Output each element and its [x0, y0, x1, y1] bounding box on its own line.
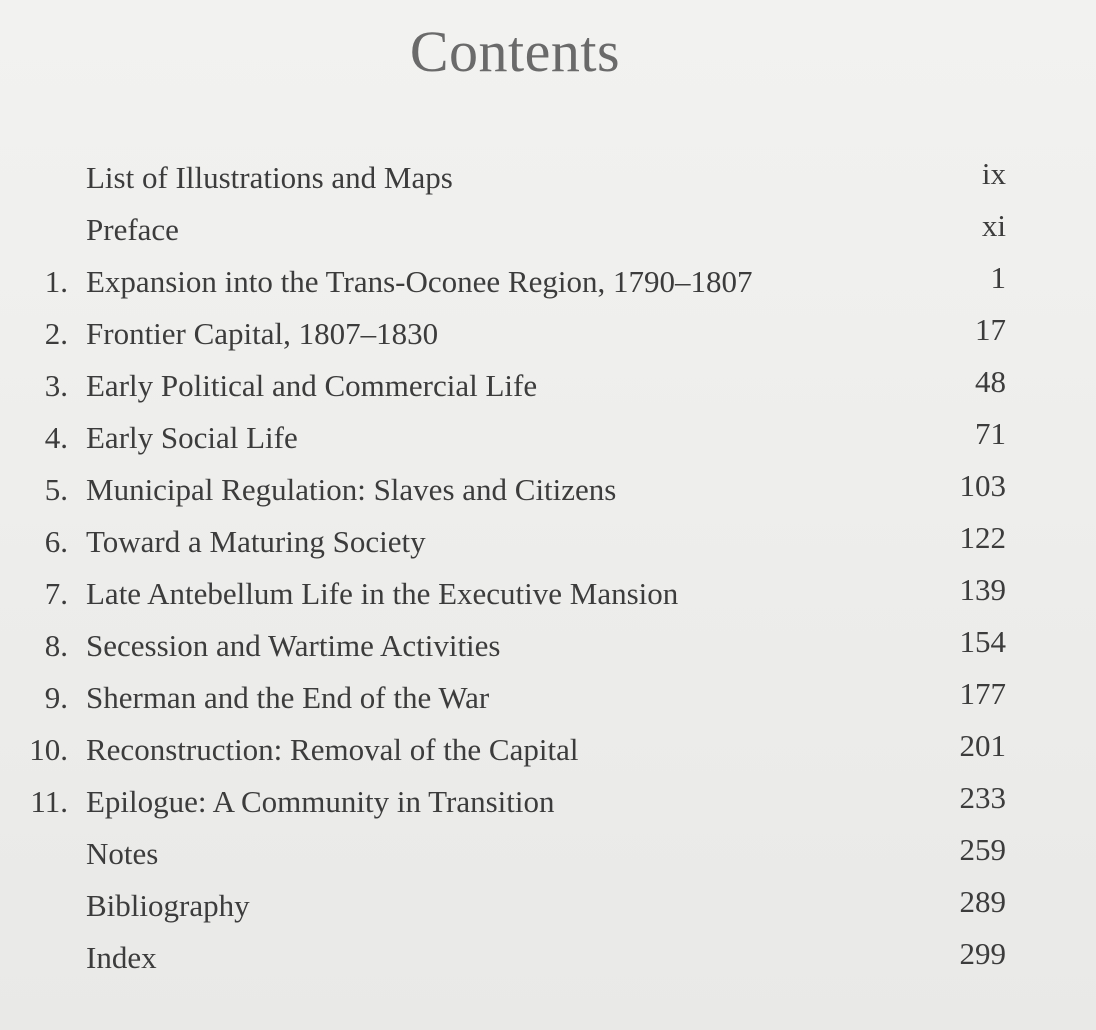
toc-entry — [0, 728, 1096, 784]
page-number: 299 — [959, 936, 1006, 971]
toc-entry — [0, 520, 1096, 576]
entry-title: Early Political and Commercial Life — [86, 368, 538, 403]
page-number: 139 — [959, 572, 1006, 607]
entry-title: Epilogue: A Community in Transition — [86, 784, 555, 819]
page-number: 154 — [959, 624, 1006, 659]
toc-entry — [0, 676, 1096, 732]
page-title: Contents — [409, 19, 621, 84]
chapter-number: 10. — [29, 732, 68, 767]
entry-title: Late Antebellum Life in the Executive Mansion — [86, 576, 679, 611]
entry-title: List of Illustrations and Maps — [86, 160, 453, 195]
toc-entry — [0, 156, 1096, 212]
toc-entry — [0, 936, 1096, 992]
page-number: 103 — [959, 468, 1006, 503]
table-of-contents — [0, 156, 1096, 992]
page-number: 122 — [959, 520, 1006, 555]
entry-title: Expansion into the Trans-Oconee Region, 1790–1807 — [86, 264, 753, 299]
page-number: 48 — [975, 364, 1006, 399]
page-number: xi — [981, 208, 1006, 243]
entry-title: Sherman and the End of the War — [86, 680, 490, 715]
chapter-number: 8. — [44, 628, 68, 663]
page-number: 201 — [959, 728, 1006, 763]
toc-entry — [0, 416, 1096, 472]
chapter-number: 6. — [44, 524, 68, 559]
page-number: ix — [981, 156, 1006, 191]
chapter-number: 3. — [44, 368, 68, 403]
entry-title: Bibliography — [86, 888, 250, 923]
entry-title: Reconstruction: Removal of the Capital — [86, 732, 579, 767]
toc-entry — [0, 780, 1096, 836]
page-number: 17 — [975, 312, 1006, 347]
entry-title: Preface — [86, 212, 179, 247]
toc-entry — [0, 364, 1096, 420]
page-number: 233 — [959, 780, 1006, 815]
entry-title: Frontier Capital, 1807–1830 — [86, 316, 439, 351]
page-number: 177 — [959, 676, 1006, 711]
entry-title: Secession and Wartime Activities — [86, 628, 501, 663]
chapter-number: 4. — [44, 420, 68, 455]
entry-title: Notes — [86, 836, 159, 871]
chapter-number: 11. — [30, 784, 68, 819]
chapter-number: 7. — [44, 576, 68, 611]
page-number: 259 — [959, 832, 1006, 867]
toc-entry — [0, 624, 1096, 680]
entry-title: Index — [86, 940, 157, 975]
chapter-number: 2. — [44, 316, 68, 351]
toc-entry — [0, 832, 1096, 888]
toc-entry — [0, 884, 1096, 940]
page-number: 289 — [959, 884, 1006, 919]
entry-title: Early Social Life — [86, 420, 298, 455]
entry-title: Municipal Regulation: Slaves and Citizens — [86, 472, 617, 507]
entry-title: Toward a Maturing Society — [86, 524, 426, 559]
toc-entry — [0, 260, 1096, 316]
chapter-number: 1. — [44, 264, 68, 299]
chapter-number: 5. — [44, 472, 68, 507]
toc-entry — [0, 468, 1096, 524]
chapter-number: 9. — [44, 680, 68, 715]
toc-entry — [0, 312, 1096, 368]
toc-entry — [0, 572, 1096, 628]
page-number: 71 — [975, 416, 1006, 451]
toc-entry — [0, 208, 1096, 264]
page-number: 1 — [990, 260, 1006, 295]
